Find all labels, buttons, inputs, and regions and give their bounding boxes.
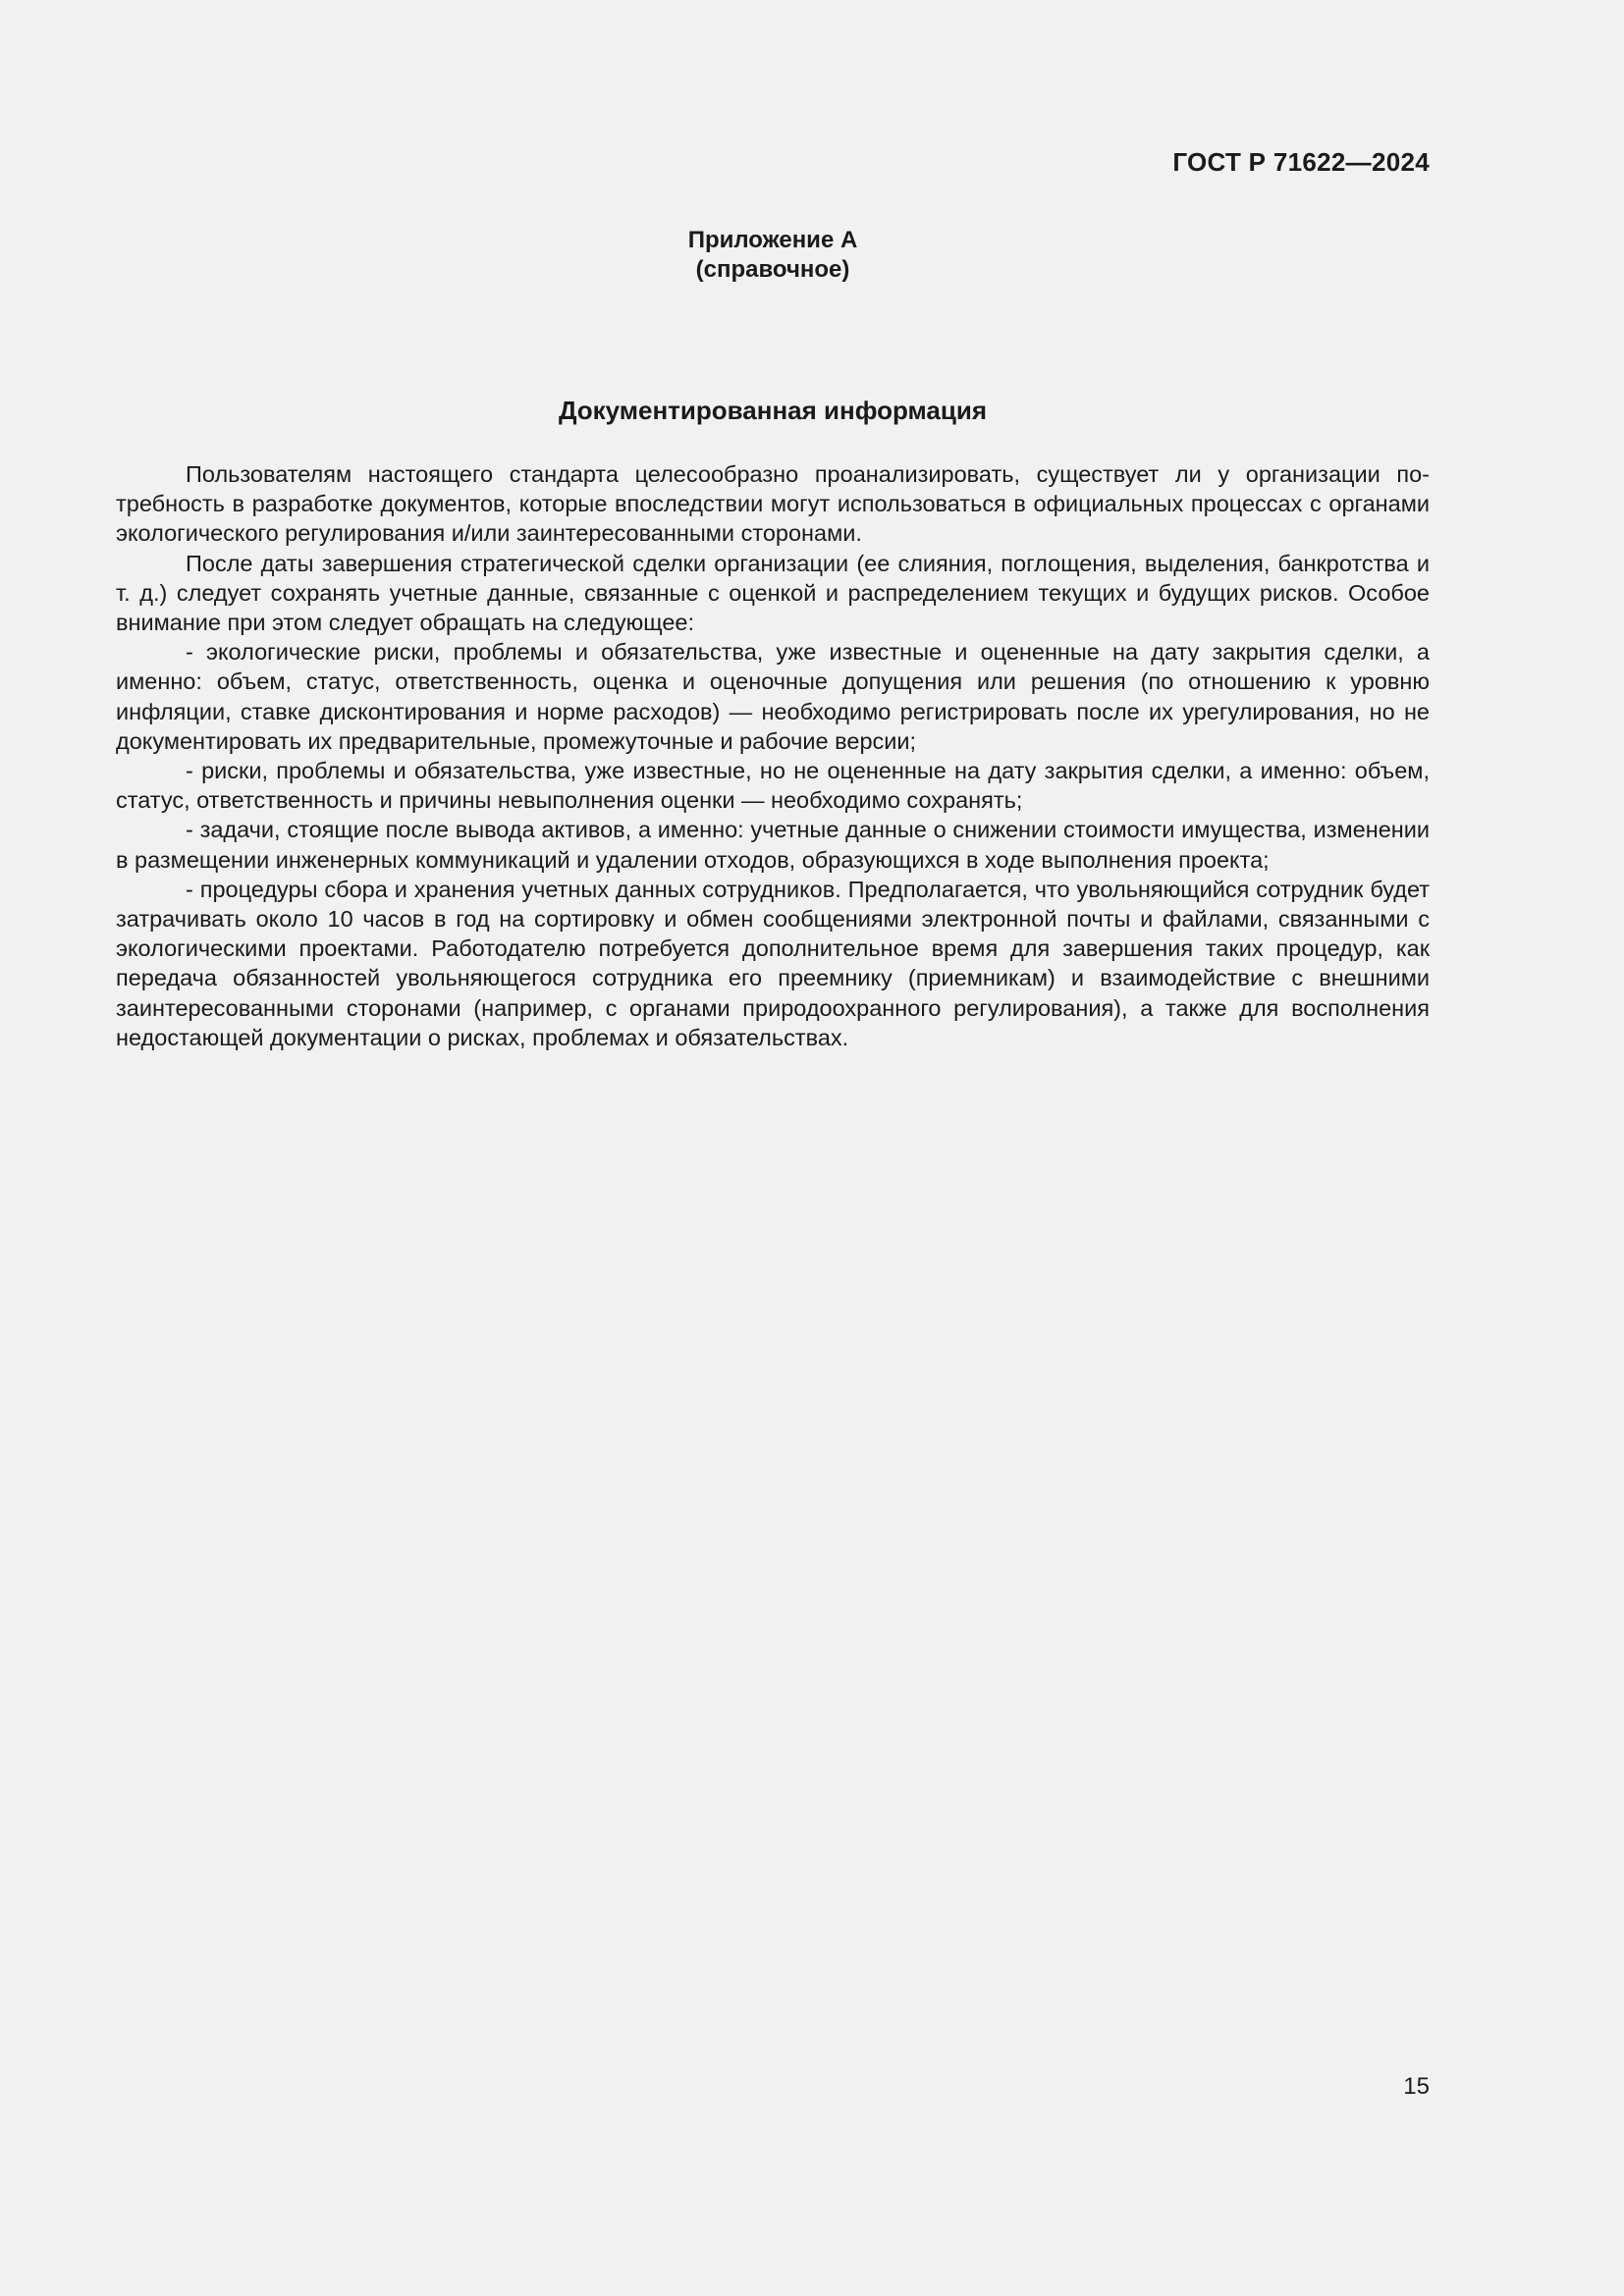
appendix-title: Приложение А <box>687 227 858 253</box>
list-item-unassessed-risks: - риски, проблемы и обязательства, уже известные, но не оцененные на дату закрытия сделки, а именно: объем, статус, ответственность и причины невыполнения оценки — необходимо сохранять; <box>116 758 1430 814</box>
appendix-subtitle: (справочное) <box>695 256 850 283</box>
body-text <box>116 459 1430 1052</box>
list-item-employee-records: - процедуры сбора и хранения учетных данных сотрудников. Предполагается, что увольняющийся сотрудник будет затрачивать около 10 часов в год на сортировку и обмен сообщениями электронной почты и файлами, связанными с экологическими проектами. Работодателю потребуется дополнительное время для завершения таких процедур, как передача обязанностей увольняющегося сотрудника его преемнику (приемникам) и взаимодействие с внешними заинтересованными сторонами (например, с органами природоохранного регулирования), а также для восполнения недостающей документации о рисках, проблемах и обязательствах. <box>116 876 1430 1050</box>
appendix-heading <box>0 226 1545 285</box>
list-item-post-divestment-tasks: - задачи, стоящие после вывода активов, а именно: учетные данные о снижении стоимости имущества, изменении в размещении инженерных коммуникаций и удалении отходов, образующихся в ходе выполнения проекта; <box>116 817 1430 873</box>
paragraph-intro: Пользователям настоящего стандарта целесообразно проанализировать, существует ли у организации потребность в разработке документов, которые впоследствии могут использоваться в официальных процессах с органами экологического регулирования и/или заинтересованными сторонами. <box>116 461 1430 547</box>
page-number: 15 <box>1403 2073 1430 2100</box>
paragraph-transaction: После даты завершения стратегической сделки организации (ее слияния, поглощения, выделения, банкротства и т. д.) следует сохранять учетные данные, связанные с оценкой и распределением текущих и будущих рисков. Особое внимание при этом следует обращать на следующее: <box>116 550 1430 636</box>
section-title: Документированная информация <box>558 396 988 425</box>
list-item-known-risks: - экологические риски, проблемы и обязательства, уже известные и оцененные на дату закрытия сделки, а именно: объем, статус, ответственность, оценка и оценочные допущения или решения (по отношению к уровню инфляции, ставке дисконтирования и норме расходов) — необходимо регистрировать после их урегулирования, но не документировать их предварительные, промежуточные и рабочие версии; <box>116 639 1430 754</box>
document-code: ГОСТ Р 71622—2024 <box>1172 147 1430 177</box>
